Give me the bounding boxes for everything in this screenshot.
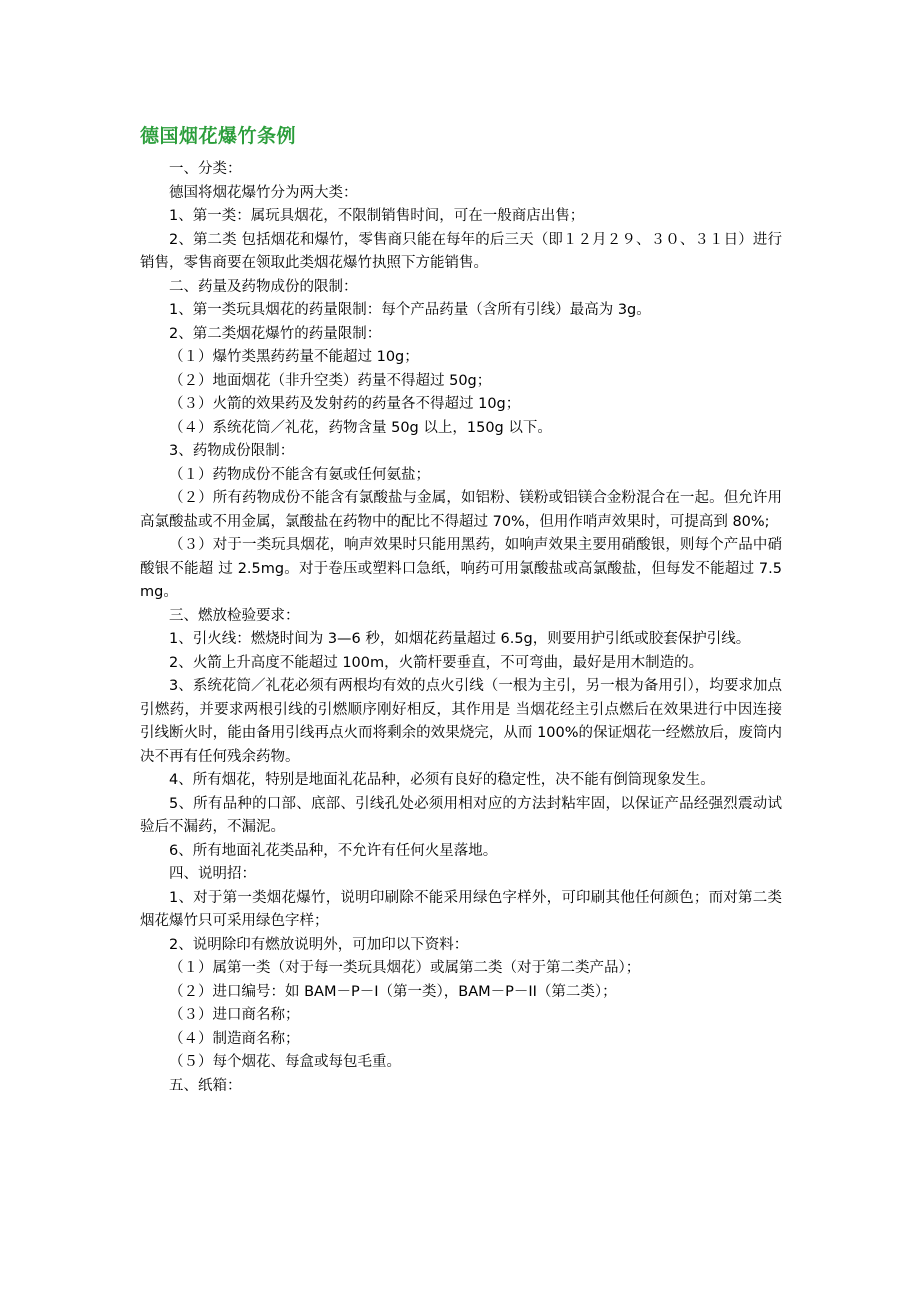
paragraph: （２）地面烟花（非升空类）药量不得超过 50g； <box>169 372 492 389</box>
paragraph: （３）对于一类玩具烟花，响声效果时只能用黑药，如响声效果主要用硝酸银，则每个产品中硝酸银不能超 过 2.5mg。对于卷压或塑料口急纸，响药可用氯酸盐或高氯酸盐，但每发不能超过 7.5mg。 <box>140 537 782 600</box>
paragraph: 1、第一类：属玩具烟花，不限制销售时间，可在一般商店出售； <box>169 208 585 224</box>
paragraph: （３）进口商名称； <box>169 1007 300 1023</box>
section-heading-dosage: 二、药量及药物成份的限制： <box>169 278 358 295</box>
paragraph: 2、火箭上升高度不能超过 100m，火箭杆要垂直，不可弯曲，最好是用木制造的。 <box>169 654 704 671</box>
paragraph: 3、系统花筒／礼花必须有两根均有效的点火引线（一根为主引，另一根为备用引），均要求加点引燃药，并要求两根引线的引燃顺序刚好相反，其作用是 当烟花经主引点燃后在效果进行中因连接引线断火时，能由备用引线再点火而将剩余的效果烧完，从而 100%的保证烟花一经燃放后，废筒内决不再有任何残余药物。 <box>140 678 782 765</box>
document-title: 德国烟花爆竹条例 <box>140 125 297 147</box>
paragraph: 4、所有烟花，特别是地面礼花品种，必须有良好的稳定性，决不能有倒筒现象发生。 <box>169 772 715 788</box>
paragraph: 2、第二类烟花爆竹的药量限制： <box>169 325 382 342</box>
section-heading-instructions: 四、说明招： <box>169 866 256 882</box>
paragraph: 2、说明除印有燃放说明外，可加印以下资料： <box>169 936 469 953</box>
paragraph: 1、对于第一类烟花爆竹，说明印刷除不能采用绿色字样外，可印刷其他任何颜色；而对第二类烟花爆竹只可采用绿色字样； <box>140 889 782 929</box>
paragraph: 1、引火线：燃烧时间为 3—6 秒，如烟花药量超过 6.5g，则要用护引纸或胶套保护引线。 <box>169 631 751 647</box>
paragraph: 6、所有地面礼花类品种，不允许有任何火星落地。 <box>169 842 498 859</box>
section-heading-inspection: 三、燃放检验要求： <box>169 607 300 624</box>
paragraph: （１）爆竹类黑药药量不能超过 10g； <box>169 349 419 365</box>
paragraph: 1、第一类玩具烟花的药量限制：每个产品药量（含所有引线）最高为 3g。 <box>169 302 651 318</box>
paragraph: （４）制造商名称； <box>169 1030 300 1047</box>
section-heading-carton: 五、纸箱： <box>169 1077 242 1094</box>
paragraph: （２）进口编号：如 BAM－P－I（第一类），BAM－P－II（第二类）； <box>169 983 617 1000</box>
paragraph: 3、药物成份限制： <box>169 443 295 459</box>
paragraph: 德国将烟花爆竹分为两大类： <box>169 184 358 201</box>
paragraph: （３）火箭的效果药及发射药的药量各不得超过 10g； <box>169 396 521 412</box>
document-page <box>140 118 782 1098</box>
paragraph: （１）药物成份不能含有氨或任何氨盐； <box>169 466 430 483</box>
paragraph: （４）系统花筒／礼花，药物含量 50g 以上，150g 以下。 <box>169 419 552 436</box>
paragraph: （２）所有药物成份不能含有氯酸盐与金属，如铝粉、镁粉或铝镁合金粉混合在一起。但允许用高氯酸盐或不用金属，氯酸盐在药物中的配比不得超过 70%，但用作哨声效果时，可提高到 80%; <box>140 490 782 530</box>
document-body <box>140 158 782 1098</box>
paragraph: （１）属第一类（对于每一类玩具烟花）或属第二类（对于第二类产品）； <box>169 960 641 976</box>
paragraph: （５）每个烟花、每盒或每包毛重。 <box>169 1054 401 1070</box>
paragraph: 5、所有品种的口部、底部、引线孔处必须用相对应的方法封粘牢固，以保证产品经强烈震动试验后不漏药，不漏泥。 <box>140 795 782 835</box>
section-heading-classification: 一、分类： <box>169 161 242 177</box>
paragraph: 2、第二类 包括烟花和爆竹，零售商只能在每年的后三天（即１２月２９、３０、３１日）进行销售，零售商要在领取此类烟花爆竹执照下方能销售。 <box>140 231 782 271</box>
